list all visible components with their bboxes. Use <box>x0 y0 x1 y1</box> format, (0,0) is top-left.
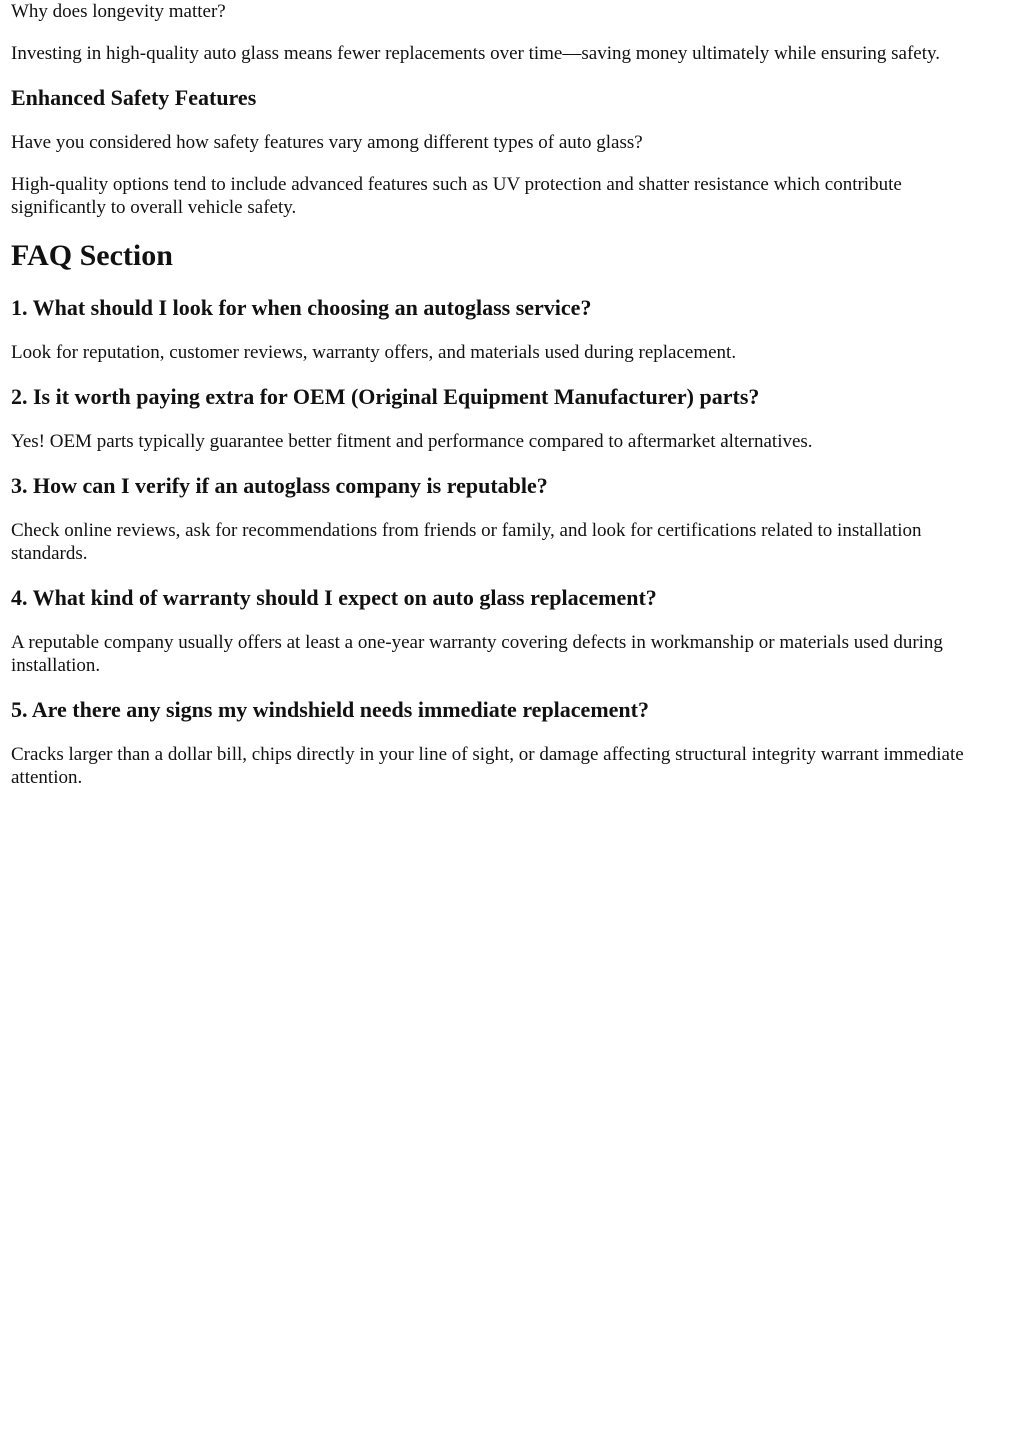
faq-item-5 <box>11 696 1001 789</box>
faq-answer: Cracks larger than a dollar bill, chips directly in your line of sight, or damage affecting structural integrity warrant immediate attention. <box>11 744 964 788</box>
safety-answer: High-quality options tend to include advanced features such as UV protection and shatter resistance which contribute significantly to overall vehicle safety. <box>11 174 902 218</box>
faq-answer: Look for reputation, customer reviews, warranty offers, and materials used during replacement. <box>11 342 737 363</box>
faq-item-4 <box>11 584 1001 677</box>
safety-section <box>11 84 1001 219</box>
longevity-answer: Investing in high-quality auto glass means fewer replacements over time—saving money ultimately while ensuring safety. <box>11 43 940 64</box>
safety-question: Have you considered how safety features vary among different types of auto glass? <box>11 132 643 153</box>
faq-question: 1. What should I look for when choosing an autoglass service? <box>11 295 592 320</box>
faq-heading: FAQ Section <box>11 239 173 272</box>
faq-item-1 <box>11 294 1001 364</box>
faq-answer: Yes! OEM parts typically guarantee better fitment and performance compared to aftermarket alternatives. <box>11 431 813 452</box>
article-content <box>11 0 1001 789</box>
faq-question: 5. Are there any signs my windshield needs immediate replacement? <box>11 697 649 722</box>
faq-question: 3. How can I verify if an autoglass company is reputable? <box>11 473 548 498</box>
longevity-section <box>11 0 1001 65</box>
faq-question: 2. Is it worth paying extra for OEM (Original Equipment Manufacturer) parts? <box>11 384 760 409</box>
faq-item-2 <box>11 383 1001 453</box>
safety-heading: Enhanced Safety Features <box>11 85 257 110</box>
faq-item-3 <box>11 472 1001 565</box>
faq-answer: A reputable company usually offers at least a one-year warranty covering defects in workmanship or materials used during installation. <box>11 632 943 676</box>
faq-answer: Check online reviews, ask for recommendations from friends or family, and look for certifications related to installation standards. <box>11 520 922 564</box>
longevity-question: Why does longevity matter? <box>11 1 226 22</box>
faq-section <box>11 238 1001 789</box>
faq-question: 4. What kind of warranty should I expect on auto glass replacement? <box>11 585 657 610</box>
